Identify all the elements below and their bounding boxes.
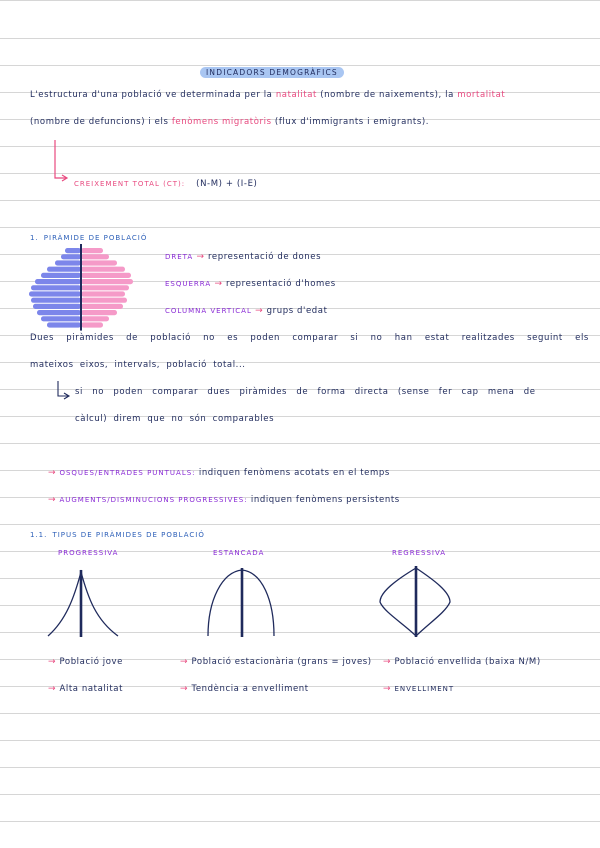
type-name-estancada: ESTANCADA xyxy=(213,549,265,557)
arrow-right-icon: → xyxy=(383,657,392,667)
progressiva-bullet-1 xyxy=(48,657,123,667)
bullet-text: ENVELLIMENT xyxy=(394,685,455,693)
bullet-text: Tendència a envelliment xyxy=(191,684,309,694)
comparison-paragraph-line-2: mateixos eixos, intervals, població total... xyxy=(30,360,246,370)
section-title: TIPUS DE PIRÀMIDES DE POBLACIÓ xyxy=(52,531,205,539)
intro-text: (nombre de defuncions) i els xyxy=(30,117,169,127)
arrow-right-icon: → xyxy=(48,495,57,505)
progressiva-bullet-2 xyxy=(48,684,123,694)
type-name-regressiva: REGRESSIVA xyxy=(392,549,447,557)
legend-key: COLUMNA VERTICAL xyxy=(165,307,252,315)
arrow-right-icon: → xyxy=(180,657,189,667)
mortalitat-term: mortalitat xyxy=(457,90,506,100)
section-number: 1. xyxy=(30,234,39,242)
section-number: 1.1. xyxy=(30,531,48,539)
intro-text: L'estructura d'una població ve determinada per la xyxy=(30,90,273,100)
growth-formula-text: (N-M) + (I-E) xyxy=(196,179,258,189)
bullet-text: Població envellida (baixa N/M) xyxy=(394,657,541,667)
regressiva-bullet-2 xyxy=(383,684,454,694)
estancada-bullet-1 xyxy=(180,657,372,667)
growth-label: CREIXEMENT TOTAL (CT): xyxy=(74,180,186,188)
type-name-progressiva: PROGRESSIVA xyxy=(58,549,119,557)
bullet-text: Alta natalitat xyxy=(59,684,124,694)
title-text: INDICADORS DEMOGRÀFICS xyxy=(200,67,344,78)
arrow-right-icon: → xyxy=(48,657,57,667)
arrow-right-icon: → xyxy=(180,684,189,694)
estancada-bullet-2 xyxy=(180,684,309,694)
regressiva-bullet-1 xyxy=(383,657,541,667)
arrow-right-icon: → xyxy=(196,252,205,262)
intro-text: (flux d'immigrants i emigrants). xyxy=(274,117,430,127)
arrow-right-icon: → xyxy=(48,468,57,478)
note-line-2: càlcul) direm que no són comparables xyxy=(75,414,275,424)
progressiva-shape-icon xyxy=(48,570,118,637)
legend-text: representació d'homes xyxy=(225,279,336,289)
legend-key: ESQUERRA xyxy=(165,280,212,288)
legend-text: grups d'edat xyxy=(266,306,328,316)
regressiva-shape-icon xyxy=(380,566,450,637)
arrow-right-icon: → xyxy=(48,684,57,694)
arrow-right-icon: → xyxy=(383,684,392,694)
arrow-right-icon: → xyxy=(255,306,264,316)
legend-text: representació de dones xyxy=(207,252,322,262)
arrow-right-icon: → xyxy=(214,279,223,289)
bullet-key: AUGMENTS/DISMINUCIONS PROGRESSIVES: xyxy=(59,496,248,504)
natalitat-term: natalitat xyxy=(275,90,317,100)
bullet-text: Població estacionària (grans = joves) xyxy=(191,657,372,667)
bullet-text: Població jove xyxy=(59,657,124,667)
bullet-text: indiquen fenòmens persistents xyxy=(250,495,400,505)
intro-text: (nombre de naixements), la xyxy=(320,90,454,100)
comparison-paragraph-line-1: Dues piràmides de població no es poden comparar si no han estat realitzades seguint els xyxy=(30,333,589,343)
section-title: PIRÀMIDE DE POBLACIÓ xyxy=(43,234,148,242)
note-line-1: si no poden comparar dues piràmides de forma directa (sense fer cap mena de xyxy=(75,387,536,397)
estancada-shape-icon xyxy=(208,568,274,637)
bullet-key: OSQUES/ENTRADES PUNTUALS: xyxy=(59,469,196,477)
bullet-text: indiquen fenòmens acotats en el temps xyxy=(198,468,390,478)
fenomens-term: fenòmens migratòris xyxy=(171,117,272,127)
legend-key: DRETA xyxy=(165,253,194,261)
